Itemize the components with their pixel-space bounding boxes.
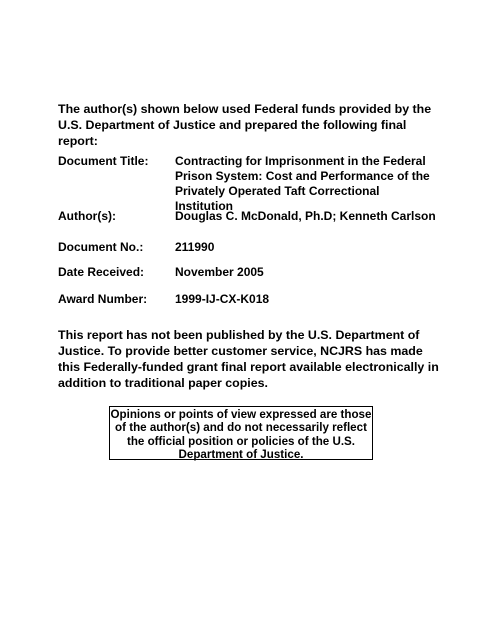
document-title-value: Contracting for Imprisonment in the Federal Prison System: Cost and Performance of the Privately Operated Taft Correctional Institution	[175, 154, 430, 213]
disclaimer-box	[109, 406, 373, 460]
authors-label: Author(s):	[58, 209, 116, 223]
date-received-value: November 2005	[175, 265, 264, 279]
document-title-label: Document Title:	[58, 154, 149, 168]
date-received-label: Date Received:	[58, 265, 145, 279]
award-number-label: Award Number:	[58, 292, 148, 306]
document-number-label: Document No.:	[58, 240, 144, 254]
document-number-value: 211990	[175, 240, 215, 254]
intro-statement: The author(s) shown below used Federal funds provided by the U.S. Department of Justice and prepared the following final report:	[58, 102, 432, 148]
award-number-value: 1999-IJ-CX-K018	[175, 292, 270, 306]
publication-notice: This report has not been published by the U.S. Department of Justice. To provide better customer service, NCJRS has made this Federally-funded grant final report available electronically in addition to traditional paper copies.	[58, 328, 439, 390]
authors-value: Douglas C. McDonald, Ph.D; Kenneth Carlson	[175, 209, 436, 223]
disclaimer-text: Opinions or points of view expressed are those of the author(s) and do not necessarily reflect the official position or policies of the U.S. Department of Justice.	[110, 408, 372, 462]
